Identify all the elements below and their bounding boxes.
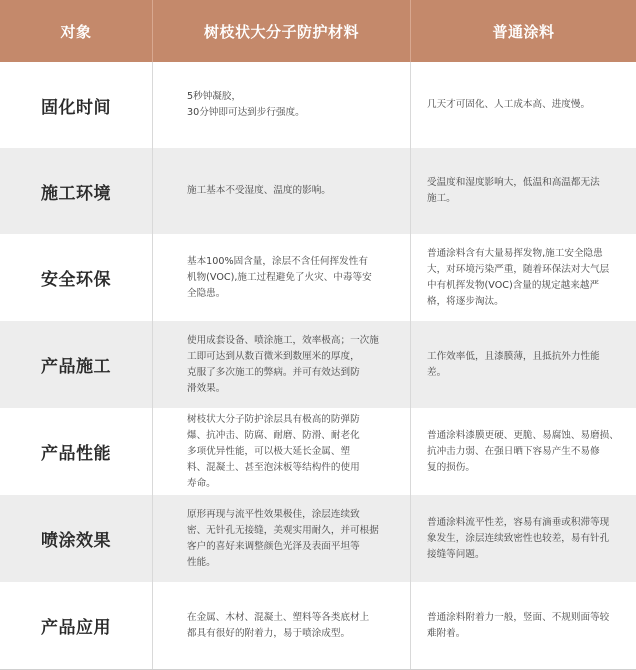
table-header	[0, 0, 636, 62]
dendrimer-cell: 5秒钟凝胶， 30分钟即可达到步行强度。	[152, 62, 410, 148]
dendrimer-cell: 基本100%固含量，涂层不含任何挥发性有 机物(VOC),施工过程避免了火灾、中毒等安 全隐患。	[152, 234, 410, 321]
row-label: 产品应用	[41, 618, 111, 638]
table-row-safety-environment	[0, 234, 636, 321]
row-label: 喷涂效果	[41, 531, 111, 551]
dendrimer-cell: 在金属、木材、混凝土、塑料等各类底材上 都具有很好的附着力，易于喷涂成型。	[152, 582, 410, 669]
header-ordinary-coating: 普通涂料	[410, 0, 636, 62]
dendrimer-cell: 使用成套设备、喷涂施工，效率极高；一次施 工即可达到从数百微米到数厘米的厚度， 克服了多次施工的弊病。并可有效达到防 滑效果。	[152, 321, 410, 408]
dendrimer-cell: 原形再现与流平性效果极佳，涂层连续致 密、无针孔无接缝，美观实用耐久，并可根据 客户的喜好来调整颜色光泽及表面平坦等 性能。	[152, 495, 410, 582]
row-label: 安全环保	[41, 270, 111, 290]
ordinary-cell: 普通涂料漆膜更硬、更脆、易腐蚀、易磨损、 抗冲击力弱、在强日晒下容易产生不易修 复的损伤。	[410, 408, 636, 495]
ordinary-cell: 几天才可固化、人工成本高、进度慢。	[410, 62, 636, 148]
table-row-spray-effect	[0, 495, 636, 582]
table-row-product-performance	[0, 408, 636, 495]
table-row-product-application	[0, 582, 636, 669]
ordinary-cell: 普通涂料流平性差，容易有滴垂或积滞等现 象发生，涂层连续致密性也较差，易有针孔 接缝等问题。	[410, 495, 636, 582]
row-label: 产品施工	[41, 357, 111, 377]
ordinary-cell: 受温度和湿度影响大，低温和高温都无法 施工。	[410, 148, 636, 234]
ordinary-cell: 工作效率低，且漆膜薄，且抵抗外力性能 差。	[410, 321, 636, 408]
ordinary-cell: 普通涂料含有大量易挥发物,施工安全隐患 大，对环境污染严重，随着环保法对大气层 中有机挥发物(VOC)含量的规定越来越严 格，将逐步淘汰。	[410, 234, 636, 321]
row-label: 产品性能	[41, 444, 111, 464]
row-label: 固化时间	[41, 97, 111, 118]
header-object: 对象	[60, 22, 92, 41]
dendrimer-cell: 树枝状大分子防护涂层具有极高的防弹防 爆、抗冲击、防腐、耐磨、防滑、耐老化 多项优异性能，可以极大延长金属、塑 料、混凝土、甚至泡沫板等结构件的使用 寿命。	[152, 408, 410, 495]
ordinary-cell: 普通涂料附着力一般，竖面、不规则面等较 难附着。	[410, 582, 636, 669]
header-dendrimer-material: 树枝状大分子防护材料	[152, 0, 410, 62]
table-row-curing-time	[0, 62, 636, 148]
table-row-product-construction	[0, 321, 636, 408]
row-label: 施工环境	[41, 183, 111, 204]
dendrimer-cell: 施工基本不受湿度、温度的影响。	[152, 148, 410, 234]
table-row-construction-environment	[0, 148, 636, 234]
